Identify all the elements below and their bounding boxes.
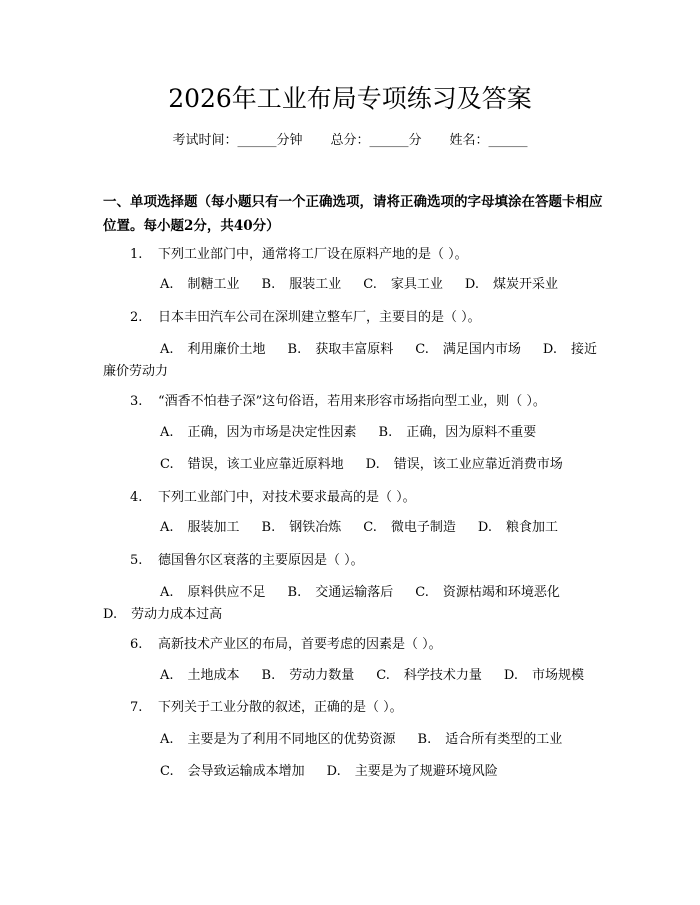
- option-text: 市场规模: [531, 668, 584, 683]
- option-a: [160, 424, 357, 442]
- option-letter: A.: [160, 732, 174, 747]
- question-2-options: [103, 339, 599, 383]
- option-d: [504, 667, 584, 685]
- question-number: 7.: [130, 700, 143, 715]
- option-c: [160, 456, 344, 474]
- option-text: 服装工业: [289, 277, 342, 292]
- option-c: [160, 763, 305, 781]
- option-letter: B.: [261, 668, 276, 683]
- option-text: 主要是为了利用不同地区的优势资源: [187, 732, 396, 747]
- option-text: 粮食加工: [505, 520, 558, 535]
- option-b: [418, 731, 563, 749]
- option-text: 交通运输落后: [315, 585, 394, 600]
- option-text: 主要是为了规避环境风险: [354, 764, 498, 779]
- option-a: [160, 519, 240, 537]
- option-letter: D.: [103, 607, 118, 622]
- option-text: 错误，该工业应靠近原料地: [187, 457, 344, 472]
- option-b: [262, 276, 342, 294]
- option-text: 服装加工: [187, 520, 240, 535]
- option-text: 正确，因为原料不重要: [406, 425, 537, 440]
- option-b: [379, 424, 537, 442]
- exam-meta: [0, 132, 700, 150]
- option-b: [288, 582, 394, 604]
- question-7-options-row2: [160, 763, 498, 781]
- option-a: [160, 339, 266, 361]
- question-number: 3.: [130, 394, 143, 409]
- option-letter: A.: [160, 342, 174, 357]
- option-letter: D.: [365, 457, 380, 472]
- question-4-options: [160, 519, 558, 537]
- option-letter: C.: [415, 342, 429, 357]
- question-7: [130, 699, 403, 717]
- option-letter: A.: [160, 585, 174, 600]
- option-b: [262, 667, 355, 685]
- option-c: [363, 519, 456, 537]
- question-1: [130, 246, 468, 264]
- question-number: 6.: [130, 637, 143, 652]
- option-letter: A.: [160, 668, 174, 683]
- option-a: [160, 667, 240, 685]
- option-text: 微电子制造: [390, 520, 456, 535]
- option-text: 原料供应不足: [187, 585, 266, 600]
- question-6: [130, 636, 442, 654]
- option-d: [327, 763, 498, 781]
- option-text: 土地成本: [187, 668, 240, 683]
- option-text: 错误，该工业应靠近消费市场: [393, 457, 563, 472]
- section-heading: 一、单项选择题（每小题只有一个正确选项，请将正确选项的字母填涂在答题卡相应位置。每小题2分，共40分）: [103, 194, 603, 234]
- option-text: 适合所有类型的工业: [445, 732, 563, 747]
- option-letter: C.: [363, 277, 377, 292]
- question-text: 高新技术产业区的布局，首要考虑的因素是（ ）。: [158, 637, 442, 652]
- option-letter: C.: [363, 520, 377, 535]
- student-name-field: 姓名：______: [449, 133, 528, 148]
- question-3-options-row2: [160, 456, 563, 474]
- option-d: D. 劳动力成本过高: [103, 607, 223, 622]
- question-text: 下列关于工业分散的叙述，正确的是（ ）。: [158, 700, 403, 715]
- option-a: [160, 582, 266, 604]
- option-c: [415, 582, 560, 604]
- question-4: [130, 489, 416, 507]
- question-5-options: [103, 582, 599, 626]
- question-number: 5.: [130, 553, 143, 568]
- option-text: 家具工业: [390, 277, 443, 292]
- option-text: 满足国内市场: [442, 342, 521, 357]
- option-letter: B.: [417, 732, 432, 747]
- option-a: [160, 276, 240, 294]
- option-b: [288, 339, 394, 361]
- question-text: 日本丰田汽车公司在深圳建立整车厂，主要目的是（ ）。: [158, 310, 481, 325]
- question-text: 德国鲁尔区衰落的主要原因是（ ）。: [158, 553, 364, 568]
- option-letter: D.: [542, 342, 557, 357]
- exam-time-field: 考试时间：______分钟: [172, 133, 303, 148]
- option-text: 正确，因为市场是决定性因素: [187, 425, 357, 440]
- option-letter: C.: [415, 585, 429, 600]
- question-number: 2.: [130, 310, 143, 325]
- question-number: 4.: [130, 490, 143, 505]
- option-letter: B.: [287, 585, 302, 600]
- option-letter: A.: [160, 425, 174, 440]
- option-text: 劳动力数量: [289, 668, 355, 683]
- option-text: 获取丰富原料: [315, 342, 394, 357]
- question-5: [130, 552, 364, 570]
- option-d: [366, 456, 563, 474]
- option-text: 会导致运输成本增加: [187, 764, 305, 779]
- option-letter: A.: [160, 277, 174, 292]
- option-letter: D.: [464, 277, 479, 292]
- option-text: 科学技术力量: [403, 668, 482, 683]
- total-score-field: 总分：______分: [330, 133, 422, 148]
- option-letter: B.: [261, 277, 276, 292]
- option-letter: D.: [503, 668, 518, 683]
- option-text: 煤炭开采业: [492, 277, 558, 292]
- option-text: 资源枯竭和环境恶化: [442, 585, 560, 600]
- question-2: [130, 309, 481, 327]
- question-number: 1.: [130, 247, 143, 262]
- option-c: [415, 339, 521, 361]
- question-7-options-row1: [160, 731, 562, 749]
- option-letter: A.: [160, 520, 174, 535]
- option-letter: B.: [261, 520, 276, 535]
- option-letter: B.: [287, 342, 302, 357]
- option-letter: D.: [326, 764, 341, 779]
- option-d: [478, 519, 558, 537]
- option-text: 利用廉价土地: [187, 342, 266, 357]
- option-c: [376, 667, 482, 685]
- question-text: 下列工业部门中，对技术要求最高的是（ ）。: [158, 490, 416, 505]
- option-text: 制糖工业: [187, 277, 240, 292]
- document-title: 2026年工业布局专项练习及答案: [168, 84, 532, 113]
- question-text: 下列工业部门中，通常将工厂设在原料产地的是（ ）。: [158, 247, 468, 262]
- question-text: “酒香不怕巷子深”这句俗语，若用来形容市场指向型工业，则（ ）。: [158, 394, 546, 409]
- option-text: 钢铁冶炼: [289, 520, 342, 535]
- option-letter: D.: [477, 520, 492, 535]
- option-letter: C.: [376, 668, 390, 683]
- question-6-options: [160, 667, 584, 685]
- option-a: [160, 731, 396, 749]
- option-d: [465, 276, 558, 294]
- option-letter: C.: [160, 764, 174, 779]
- option-d: D. 接近廉价劳动力: [103, 342, 597, 379]
- option-c: [363, 276, 443, 294]
- option-letter: B.: [378, 425, 393, 440]
- question-3: [130, 393, 546, 411]
- option-b: [262, 519, 342, 537]
- option-letter: C.: [160, 457, 174, 472]
- question-1-options: [160, 276, 558, 294]
- question-3-options-row1: [160, 424, 536, 442]
